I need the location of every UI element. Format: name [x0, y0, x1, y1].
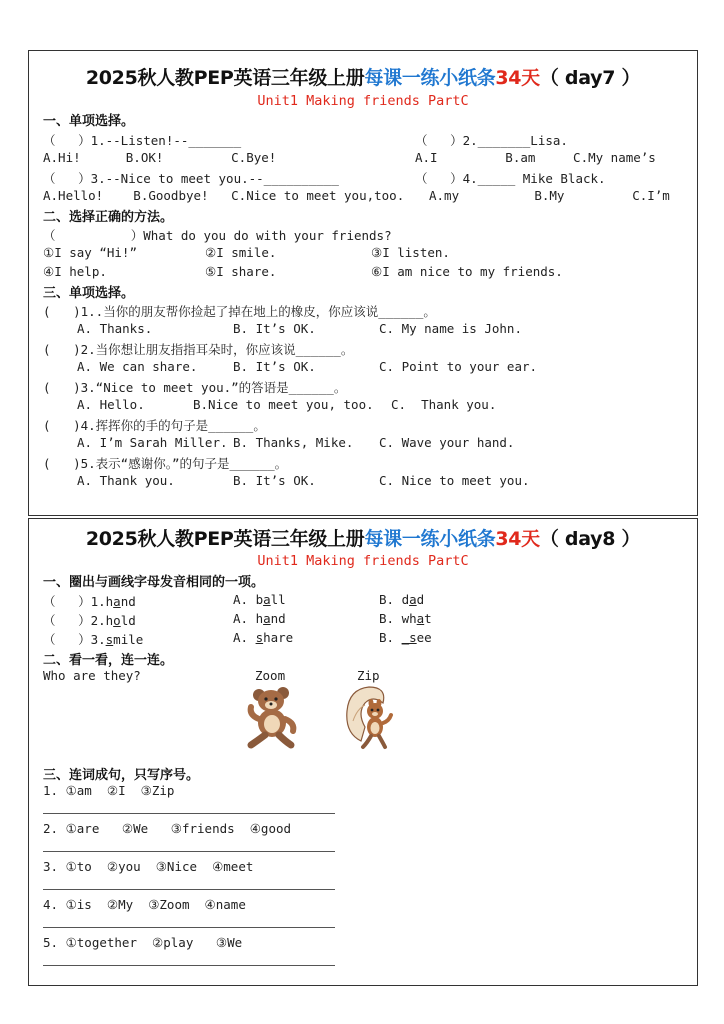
option-b: B. It’s OK.	[233, 473, 316, 488]
text: （ ）1.h	[43, 594, 114, 609]
question: ( )1..当你的朋友帮你捡起了掉在地上的橡皮，你应该说______。	[43, 304, 436, 319]
text: ee	[416, 630, 432, 645]
option-c: C. Thank you.	[391, 397, 497, 412]
option-a: A. Thanks.	[77, 321, 153, 336]
options: A.Hello! B.Goodbye! C.Nice to meet you,too.	[43, 188, 405, 203]
title-blue: 每课一练小纸条	[364, 67, 496, 89]
answer-line[interactable]	[43, 927, 335, 928]
option-b: B. Thanks, Mike.	[233, 435, 354, 450]
day7-section1-heading: 一、单项选择。	[43, 114, 135, 129]
day8-section3-heading: 三、连词成句，只写序号。	[43, 768, 200, 783]
option-c: C. Point to your ear.	[379, 359, 538, 374]
option-a	[233, 630, 293, 645]
option-c: C. Nice to meet you.	[379, 473, 530, 488]
option-a: A. Hello.	[77, 397, 145, 412]
word-order-item: 5. ①together ②play ③We	[43, 935, 243, 950]
word-order-item: 3. ①to ②you ③Nice ④meet	[43, 859, 254, 874]
underlined-letter: s	[105, 632, 114, 647]
option-a	[233, 611, 286, 626]
answer-line[interactable]	[43, 851, 335, 852]
day7-section3-heading: 三、单项选择。	[43, 286, 135, 301]
text: A.	[233, 630, 256, 645]
day8-title	[29, 524, 697, 551]
text: （ ）3.	[43, 632, 106, 647]
option-a: A. Thank you.	[77, 473, 175, 488]
option: ②I smile.	[205, 245, 277, 260]
text: A. b	[233, 592, 264, 607]
option-b	[379, 630, 432, 645]
question: （ ）What do you do with your friends?	[43, 228, 392, 243]
option: ④I help.	[43, 264, 107, 279]
day7-title	[29, 63, 697, 90]
answer-line[interactable]	[43, 965, 335, 966]
day7-section2-heading: 二、选择正确的方法。	[43, 210, 174, 225]
title-day: （ day8 ）	[539, 528, 641, 550]
question: （ ）3.--Nice to meet you.--__________	[43, 171, 339, 186]
underlined-letter: s	[255, 630, 264, 645]
option: ⑤I share.	[205, 264, 277, 279]
question: （ ）2._______Lisa.	[415, 133, 568, 148]
title-blue: 每课一练小纸条	[364, 528, 496, 550]
underlined-letter: a	[409, 592, 417, 607]
question: ( )2.当你想让朋友指指耳朵时，你应该说______。	[43, 342, 354, 357]
text: nd	[270, 611, 286, 626]
underlined-letter: a	[113, 594, 121, 609]
option-a	[233, 592, 286, 607]
option: ③I listen.	[371, 245, 450, 260]
option-b	[379, 611, 432, 626]
title-day: （ day7 ）	[539, 67, 641, 89]
option: ①I say “Hi!”	[43, 245, 137, 260]
options: A.my B.My C.I’m	[429, 188, 670, 203]
option-a: A. We can share.	[77, 359, 198, 374]
option-b: B. It’s OK.	[233, 321, 316, 336]
text: A. h	[233, 611, 264, 626]
word-order-item: 1. ①am ②I ③Zip	[43, 783, 175, 798]
underlined-letter: a	[263, 611, 271, 626]
option-c: C. My name is John.	[379, 321, 522, 336]
question: ( )4.挥挥你的手的句子是______。	[43, 418, 266, 433]
word-order-item: 2. ①are ②We ③friends ④good	[43, 821, 292, 836]
underlined-letter: _s	[401, 630, 417, 645]
zip-squirrel-illustration	[343, 681, 395, 751]
word-order-item: 4. ①is ②My ③Zoom ④name	[43, 897, 246, 912]
answer-line[interactable]	[43, 889, 335, 890]
option-b: B.Nice to meet you, too.	[193, 397, 374, 412]
underlined-letter: a	[416, 611, 425, 626]
text: mile	[113, 632, 144, 647]
text: B.	[379, 630, 402, 645]
text: B. d	[379, 592, 410, 607]
question	[43, 611, 136, 629]
day8-section2-heading: 二、看一看，连一连。	[43, 653, 174, 668]
answer-line[interactable]	[43, 813, 335, 814]
text: ll	[270, 592, 286, 607]
options: A.I B.am C.My name’s	[415, 150, 656, 165]
day7-subtitle: Unit1 Making friends PartC	[257, 93, 469, 109]
day8-card	[28, 518, 698, 986]
question: ( )3.“Nice to meet you.”的答语是______。	[43, 380, 347, 395]
option-b: B. It’s OK.	[233, 359, 316, 374]
text: nd	[120, 594, 136, 609]
text: d	[416, 592, 425, 607]
text: ld	[120, 613, 136, 628]
question	[43, 592, 136, 610]
title-red: 34天	[495, 528, 540, 550]
question: Who are they?	[43, 668, 141, 683]
zoom-bear-illustration	[245, 683, 301, 751]
text: （ ）2.h	[43, 613, 114, 628]
underlined-letter: o	[113, 613, 121, 628]
question: （ ）1.--Listen!--_______	[43, 133, 242, 148]
options: A.Hi! B.OK! C.Bye!	[43, 150, 277, 165]
text: hare	[263, 630, 294, 645]
option: ⑥I am nice to my friends.	[371, 264, 563, 279]
question: （ ）4._____ Mike Black.	[415, 171, 606, 186]
question	[43, 630, 143, 648]
option-a: A. I’m Sarah Miller.	[77, 435, 228, 450]
text: B. wh	[379, 611, 417, 626]
text: t	[424, 611, 432, 626]
day8-subtitle: Unit1 Making friends PartC	[257, 553, 469, 569]
title-red: 34天	[495, 67, 540, 89]
title-main: 2025秋人教PEP英语三年级上册	[85, 67, 365, 89]
day8-section1-heading: 一、圈出与画线字母发音相同的一项。	[43, 575, 265, 590]
label-zip: Zip	[357, 668, 380, 683]
label-zoom: Zoom	[255, 668, 286, 683]
underlined-letter: a	[263, 592, 271, 607]
day7-card	[28, 50, 698, 516]
option-b	[379, 592, 424, 607]
title-main: 2025秋人教PEP英语三年级上册	[85, 528, 365, 550]
question: ( )5.表示“感谢你。”的句子是______。	[43, 456, 288, 471]
option-c: C. Wave your hand.	[379, 435, 515, 450]
